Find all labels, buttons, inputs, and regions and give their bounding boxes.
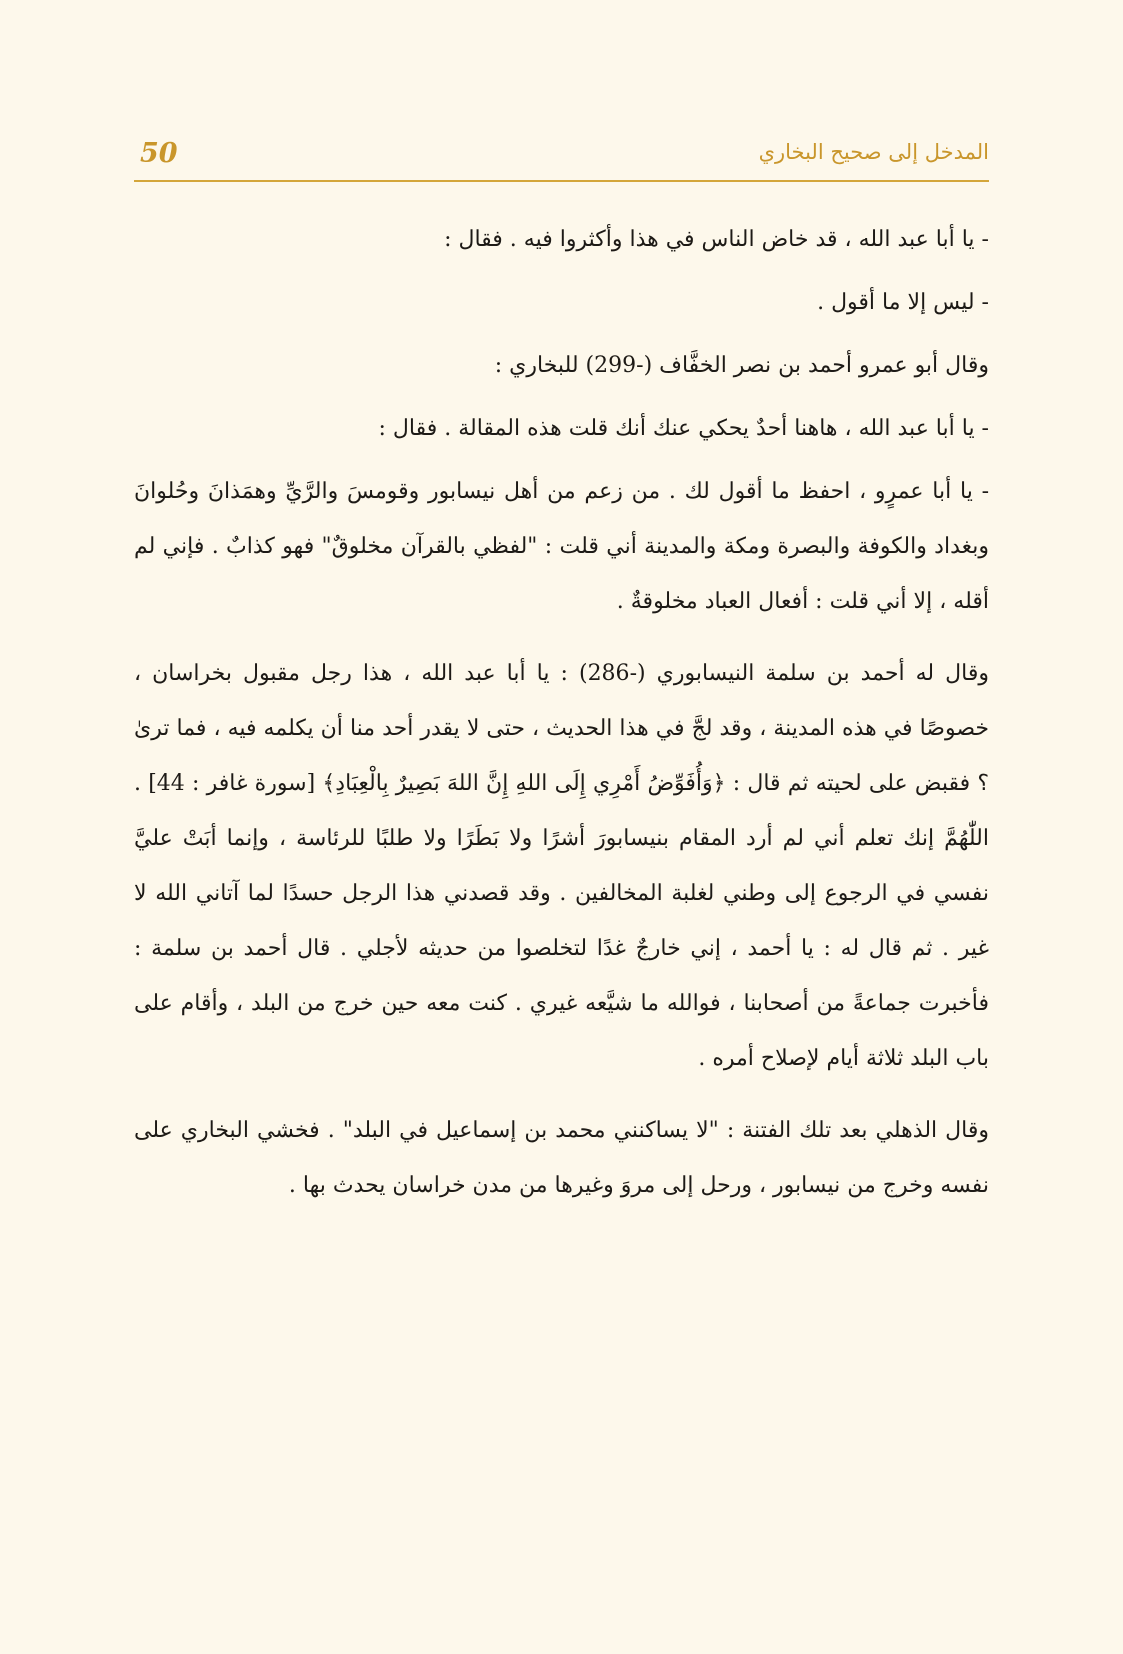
paragraph: وقال له أحمد بن سلمة النيسابوري (-286) : يا أبا عبد الله ، هذا رجل مقبول بخراسان ، خصوصًا في هذه المدينة ، وقد لجَّ في هذا الحديث ، حتى لا يقدر أحد منا أن يكلمه فيه ، فما ترىٰ ؟ فقبض على لحيته ثم قال : ﴿وَأُفَوِّضُ أَمْرِي إِلَى اللهِ إِنَّ اللهَ بَصِيرٌ بِالْعِبَادِ﴾ [سورة غافر : 44] . اللّٰهُمَّ إنك تعلم أني لم أرد المقام بنيسابورَ أشرًا ولا بَطَرًا ولا طلبًا للرئاسة ، وإنما أبَتْ عليَّ نفسي في الرجوع إلى وطني لغلبة المخالفين . وقد قصدني هذا الرجل حسدًا لما آتاني الله لا غير . ثم قال له : يا أحمد ، إني خارجٌ غدًا لتخلصوا من حديثه لأجلي . قال أحمد بن سلمة : فأخبرت جماعةً من أصحابنا ، فوالله ما شيَّعه غيري . كنت معه حين خرج من البلد ، وأقام على باب البلد ثلاثة أيام لإصلاح أمره . <box>134 661 989 1071</box>
page-number: 50 <box>140 138 178 169</box>
running-title: المدخل إلى صحيح البخاري <box>758 140 989 164</box>
paragraph: - يا أبا عبد الله ، قد خاض الناس في هذا وأكثروا فيه . فقال : <box>444 227 989 252</box>
paragraph: - ليس إلا ما أقول . <box>817 290 989 315</box>
paragraph: وقال أبو عمرو أحمد بن نصر الخفَّاف (-299) للبخاري : <box>494 353 989 378</box>
page-body <box>134 212 989 1230</box>
paragraph: وقال الذهلي بعد تلك الفتنة : "لا يساكنني محمد بن إسماعيل في البلد" . فخشي البخاري على نفسه وخرج من نيسابور ، ورحل إلى مروَ وغيرها من مدن خراسان يحدث بها . <box>134 1118 989 1198</box>
paragraph: - يا أبا عبد الله ، هاهنا أحدٌ يحكي عنك أنك قلت هذه المقالة . فقال : <box>378 416 989 441</box>
paragraph: - يا أبا عمرٍو ، احفظ ما أقول لك . من زعم من أهل نيسابور وقومسَ والرَّيِّ وهمَذانَ وحُلوانَ وبغداد والكوفة والبصرة ومكة والمدينة أني قلت : "لفظي بالقرآن مخلوقٌ" فهو كذابٌ . فإني لم أقله ، إلا أني قلت : أفعال العباد مخلوقةٌ . <box>134 479 989 614</box>
page-header <box>134 128 989 182</box>
